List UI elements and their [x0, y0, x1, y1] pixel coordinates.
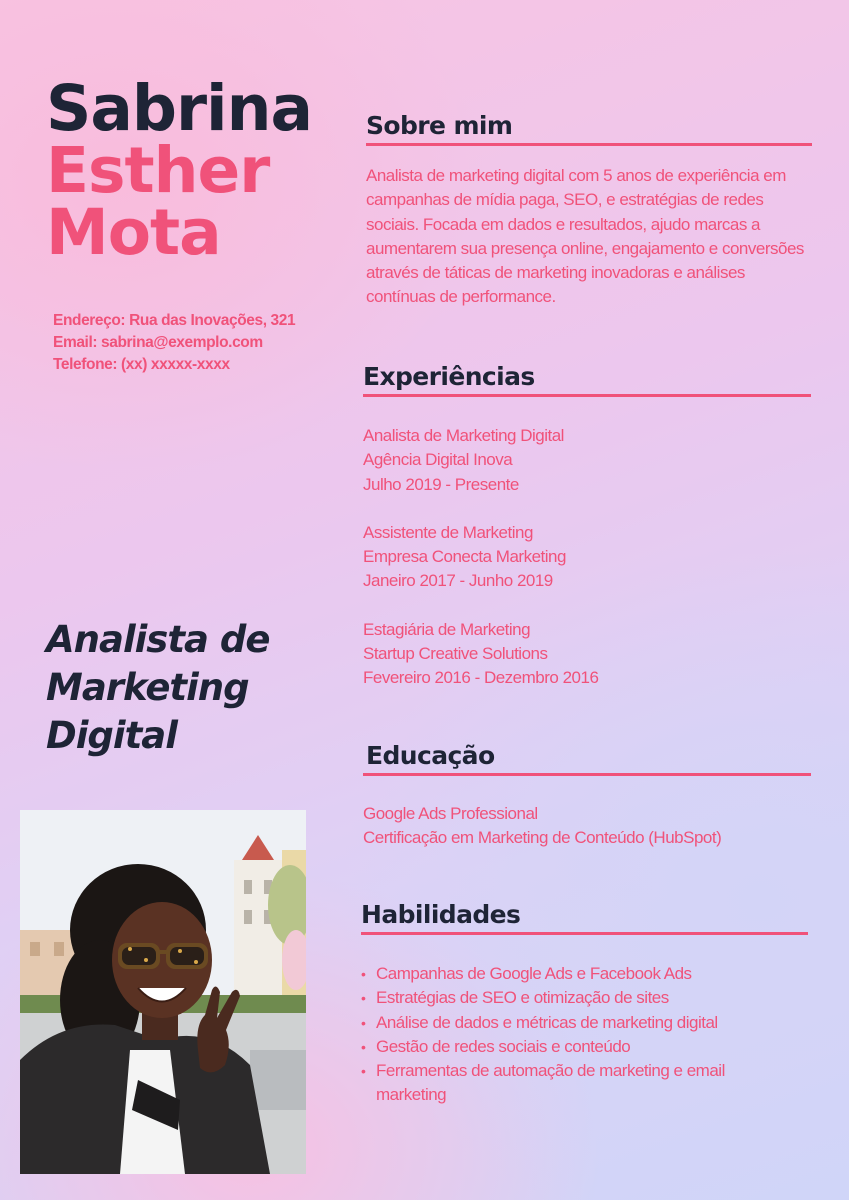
- contact-email[interactable]: Email: sabrina@exemplo.com: [53, 334, 263, 351]
- contact-phone[interactable]: Telefone: (xx) xxxxx-xxxx: [53, 356, 230, 373]
- skill-item: • Ferramentas de automação de marketing e email marketing: [361, 1059, 761, 1108]
- experience-divider: [363, 394, 811, 397]
- contact-info: [53, 310, 295, 376]
- first-name: Sabrina: [46, 72, 313, 145]
- skills-section: [361, 962, 761, 1108]
- experience-item: [363, 424, 811, 497]
- experience-company: Agência Digital Inova: [363, 450, 513, 470]
- about-title: Sobre mim: [366, 111, 513, 140]
- experience-period: Julho 2019 - Presente: [363, 474, 519, 494]
- experience-company: Empresa Conecta Marketing: [363, 547, 566, 567]
- education-item: Certificação em Marketing de Conteúdo (HubSpot): [363, 828, 722, 848]
- education-title: Educação: [366, 741, 495, 770]
- experience-list: [363, 424, 811, 715]
- skill-item: • Campanhas de Google Ads e Facebook Ads: [361, 962, 761, 986]
- experience-title: Experiências: [363, 362, 535, 391]
- profile-photo: [20, 810, 306, 1174]
- experience-item: [363, 521, 811, 594]
- experience-position: Analista de Marketing Digital: [363, 426, 564, 445]
- middle-name: Esther: [46, 134, 270, 207]
- full-name: [46, 72, 313, 269]
- last-name: Mota: [46, 196, 221, 269]
- profile-photo-illustration: [20, 810, 306, 1174]
- education-item: Google Ads Professional: [363, 804, 538, 823]
- experience-position: Estagiária de Marketing: [363, 619, 531, 639]
- experience-period: Fevereiro 2016 - Dezembro 2016: [363, 668, 599, 688]
- skills-list: [361, 962, 761, 1108]
- skills-title: Habilidades: [361, 900, 521, 929]
- contact-address: Endereço: Rua das Inovações, 321: [53, 312, 296, 329]
- skill-item: • Análise de dados e métricas de marketing digital: [361, 1011, 761, 1035]
- experience-item: [363, 618, 811, 691]
- skill-item: • Estratégias de SEO e otimização de sites: [361, 986, 761, 1010]
- experience-period: Janeiro 2017 - Junho 2019: [363, 571, 553, 591]
- about-text: Analista de marketing digital com 5 anos de experiência em campanhas de mídia paga, SEO, e estratégias de redes sociais. Focada em dados e resultados, ajudo marcas a aumentarem sua presença online, engajamento e conversões através de táticas de marketing inovadoras e análises contínuas de performance.: [366, 166, 804, 307]
- education-divider: [363, 773, 811, 776]
- experience-company: Startup Creative Solutions: [363, 644, 548, 664]
- education-list: [363, 802, 811, 851]
- skill-item: • Gestão de redes sociais e conteúdo: [361, 1035, 761, 1059]
- job-title: Analista de Marketing Digital: [46, 618, 270, 757]
- about-divider: [366, 143, 812, 146]
- skills-divider: [361, 932, 808, 935]
- experience-position: Assistente de Marketing: [363, 522, 533, 542]
